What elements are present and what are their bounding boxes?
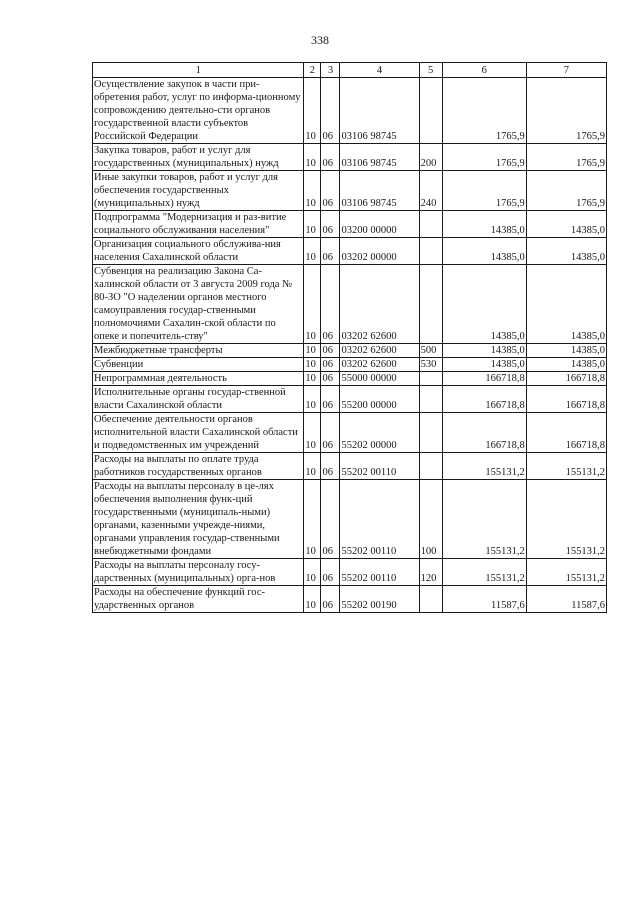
row-target-article-cell: 03202 62600 bbox=[340, 265, 419, 344]
row-target-article-cell: 55202 00000 bbox=[340, 413, 419, 453]
row-target-article-cell: 55000 00000 bbox=[340, 372, 419, 386]
row-section-cell: 10 bbox=[304, 480, 321, 559]
row-amount-1-cell: 14385,0 bbox=[442, 211, 526, 238]
header-cell-subsection: 3 bbox=[321, 63, 340, 78]
row-expense-type-cell: 120 bbox=[419, 559, 442, 586]
table-body bbox=[93, 78, 607, 613]
row-expense-type-cell bbox=[419, 586, 442, 613]
table-row bbox=[93, 586, 607, 613]
row-name-cell: Субвенция на реализацию Закона Са-халинской области от 3 августа 2009 года № 80-ЗО "О наделении органов местного самоуправления государ-ственными полномочиями Сахалин-ской области по опеке и попечитель-ству" bbox=[93, 265, 304, 344]
row-amount-1-cell: 155131,2 bbox=[442, 480, 526, 559]
row-expense-type-cell: 240 bbox=[419, 171, 442, 211]
table-row bbox=[93, 559, 607, 586]
table-row bbox=[93, 344, 607, 358]
row-target-article-cell: 55202 00110 bbox=[340, 480, 419, 559]
row-expense-type-cell bbox=[419, 78, 442, 144]
table-row bbox=[93, 171, 607, 211]
row-expense-type-cell bbox=[419, 413, 442, 453]
row-name-cell: Исполнительные органы государ-ственной власти Сахалинской области bbox=[93, 386, 304, 413]
row-amount-2-cell: 166718,8 bbox=[526, 372, 606, 386]
header-cell-amount-2: 7 bbox=[526, 63, 606, 78]
header-cell-expense-type: 5 bbox=[419, 63, 442, 78]
row-section-cell: 10 bbox=[304, 413, 321, 453]
row-amount-2-cell: 166718,8 bbox=[526, 413, 606, 453]
row-subsection-cell: 06 bbox=[321, 78, 340, 144]
row-amount-1-cell: 14385,0 bbox=[442, 344, 526, 358]
row-section-cell: 10 bbox=[304, 144, 321, 171]
row-expense-type-cell bbox=[419, 238, 442, 265]
row-subsection-cell: 06 bbox=[321, 265, 340, 344]
row-section-cell: 10 bbox=[304, 358, 321, 372]
row-amount-1-cell: 155131,2 bbox=[442, 453, 526, 480]
row-subsection-cell: 06 bbox=[321, 171, 340, 211]
row-expense-type-cell: 500 bbox=[419, 344, 442, 358]
row-name-cell: Иные закупки товаров, работ и услуг для обеспечения государственных (муниципальных) нужд bbox=[93, 171, 304, 211]
row-amount-2-cell: 14385,0 bbox=[526, 265, 606, 344]
row-section-cell: 10 bbox=[304, 265, 321, 344]
header-row bbox=[93, 63, 607, 78]
row-subsection-cell: 06 bbox=[321, 559, 340, 586]
row-amount-2-cell: 166718,8 bbox=[526, 386, 606, 413]
row-amount-2-cell: 14385,0 bbox=[526, 238, 606, 265]
row-amount-1-cell: 1765,9 bbox=[442, 144, 526, 171]
row-target-article-cell: 03202 62600 bbox=[340, 344, 419, 358]
row-expense-type-cell: 530 bbox=[419, 358, 442, 372]
row-target-article-cell: 03202 00000 bbox=[340, 238, 419, 265]
row-amount-1-cell: 166718,8 bbox=[442, 372, 526, 386]
row-name-cell: Осуществление закупок в части при-обретения работ, услуг по информа-ционному сопровождению деятельно-сти органов государственной власти субъектов Российской Федерации bbox=[93, 78, 304, 144]
row-amount-1-cell: 11587,6 bbox=[442, 586, 526, 613]
table-row bbox=[93, 453, 607, 480]
row-section-cell: 10 bbox=[304, 559, 321, 586]
row-subsection-cell: 06 bbox=[321, 372, 340, 386]
row-name-cell: Расходы на выплаты персоналу госу-дарственных (муниципальных) орга-нов bbox=[93, 559, 304, 586]
row-subsection-cell: 06 bbox=[321, 586, 340, 613]
budget-table bbox=[92, 62, 607, 613]
header-cell-target-article: 4 bbox=[340, 63, 419, 78]
row-target-article-cell: 03106 98745 bbox=[340, 171, 419, 211]
row-subsection-cell: 06 bbox=[321, 413, 340, 453]
row-section-cell: 10 bbox=[304, 211, 321, 238]
row-section-cell: 10 bbox=[304, 453, 321, 480]
row-target-article-cell: 03202 62600 bbox=[340, 358, 419, 372]
row-expense-type-cell bbox=[419, 211, 442, 238]
row-amount-1-cell: 155131,2 bbox=[442, 559, 526, 586]
row-name-cell: Расходы на обеспечение функций гос-ударственных органов bbox=[93, 586, 304, 613]
row-section-cell: 10 bbox=[304, 386, 321, 413]
row-expense-type-cell bbox=[419, 386, 442, 413]
table-row bbox=[93, 372, 607, 386]
row-amount-1-cell: 14385,0 bbox=[442, 238, 526, 265]
row-subsection-cell: 06 bbox=[321, 453, 340, 480]
table-row bbox=[93, 265, 607, 344]
row-expense-type-cell bbox=[419, 372, 442, 386]
row-amount-2-cell: 1765,9 bbox=[526, 171, 606, 211]
row-amount-2-cell: 11587,6 bbox=[526, 586, 606, 613]
row-amount-1-cell: 14385,0 bbox=[442, 265, 526, 344]
row-name-cell: Межбюджетные трансферты bbox=[93, 344, 304, 358]
table-row bbox=[93, 238, 607, 265]
row-amount-2-cell: 14385,0 bbox=[526, 358, 606, 372]
row-section-cell: 10 bbox=[304, 586, 321, 613]
row-target-article-cell: 03106 98745 bbox=[340, 144, 419, 171]
row-amount-1-cell: 1765,9 bbox=[442, 78, 526, 144]
row-section-cell: 10 bbox=[304, 344, 321, 358]
row-name-cell: Расходы на выплаты персоналу в це-лях обеспечения выполнения функ-ций государственными (муниципаль-ными) органами, казенными учрежде-ниями, органами управления государ-ственными внебюджетными фондами bbox=[93, 480, 304, 559]
table-row bbox=[93, 480, 607, 559]
row-name-cell: Организация социального обслужива-ния населения Сахалинской области bbox=[93, 238, 304, 265]
row-amount-1-cell: 14385,0 bbox=[442, 358, 526, 372]
row-subsection-cell: 06 bbox=[321, 238, 340, 265]
row-amount-1-cell: 1765,9 bbox=[442, 171, 526, 211]
row-section-cell: 10 bbox=[304, 78, 321, 144]
row-amount-2-cell: 155131,2 bbox=[526, 559, 606, 586]
row-amount-2-cell: 155131,2 bbox=[526, 480, 606, 559]
table-row bbox=[93, 413, 607, 453]
row-amount-1-cell: 166718,8 bbox=[442, 386, 526, 413]
row-subsection-cell: 06 bbox=[321, 211, 340, 238]
row-subsection-cell: 06 bbox=[321, 144, 340, 171]
row-section-cell: 10 bbox=[304, 372, 321, 386]
row-expense-type-cell: 100 bbox=[419, 480, 442, 559]
row-name-cell: Субвенции bbox=[93, 358, 304, 372]
row-subsection-cell: 06 bbox=[321, 358, 340, 372]
row-amount-2-cell: 1765,9 bbox=[526, 78, 606, 144]
row-subsection-cell: 06 bbox=[321, 386, 340, 413]
table-row bbox=[93, 144, 607, 171]
row-name-cell: Непрограммная деятельность bbox=[93, 372, 304, 386]
row-subsection-cell: 06 bbox=[321, 344, 340, 358]
row-target-article-cell: 03200 00000 bbox=[340, 211, 419, 238]
row-name-cell: Подпрограмма "Модернизация и раз-витие социального обслуживания населения" bbox=[93, 211, 304, 238]
row-amount-2-cell: 14385,0 bbox=[526, 344, 606, 358]
table-row bbox=[93, 78, 607, 144]
row-name-cell: Закупка товаров, работ и услуг для государственных (муниципальных) нужд bbox=[93, 144, 304, 171]
table-row bbox=[93, 211, 607, 238]
header-cell-amount-1: 6 bbox=[442, 63, 526, 78]
row-expense-type-cell: 200 bbox=[419, 144, 442, 171]
row-target-article-cell: 55202 00110 bbox=[340, 453, 419, 480]
row-amount-1-cell: 166718,8 bbox=[442, 413, 526, 453]
row-target-article-cell: 55200 00000 bbox=[340, 386, 419, 413]
row-section-cell: 10 bbox=[304, 238, 321, 265]
row-subsection-cell: 06 bbox=[321, 480, 340, 559]
row-expense-type-cell bbox=[419, 453, 442, 480]
page-number: 338 bbox=[311, 33, 329, 47]
row-amount-2-cell: 1765,9 bbox=[526, 144, 606, 171]
header-cell-name: 1 bbox=[93, 63, 304, 78]
row-amount-2-cell: 155131,2 bbox=[526, 453, 606, 480]
row-name-cell: Обеспечение деятельности органов исполнительной власти Сахалинской области и подведомственных им учреждений bbox=[93, 413, 304, 453]
table-row bbox=[93, 386, 607, 413]
row-name-cell: Расходы на выплаты по оплате труда работников государственных органов bbox=[93, 453, 304, 480]
row-expense-type-cell bbox=[419, 265, 442, 344]
row-target-article-cell: 03106 98745 bbox=[340, 78, 419, 144]
row-target-article-cell: 55202 00110 bbox=[340, 559, 419, 586]
row-target-article-cell: 55202 00190 bbox=[340, 586, 419, 613]
row-section-cell: 10 bbox=[304, 171, 321, 211]
table-row bbox=[93, 358, 607, 372]
header-cell-section: 2 bbox=[304, 63, 321, 78]
row-amount-2-cell: 14385,0 bbox=[526, 211, 606, 238]
